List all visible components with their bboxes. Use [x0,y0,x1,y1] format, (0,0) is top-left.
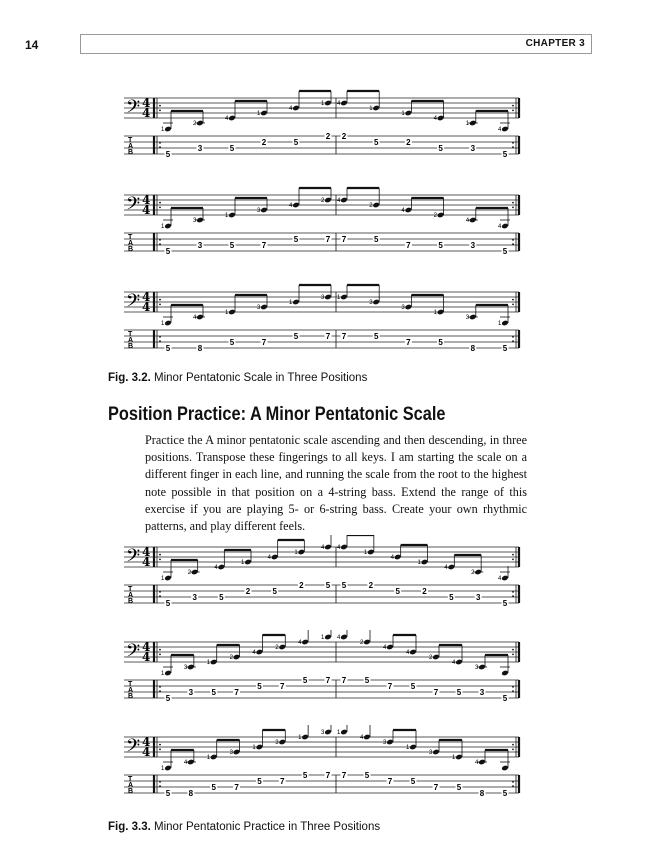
tab-fret-number: 2 [299,581,304,590]
notation-system [122,86,522,166]
finger-number: 4 [289,106,293,112]
finger-number: 3 [275,740,279,746]
finger-number: 1 [294,550,298,556]
finger-number: 4 [401,208,405,214]
finger-number: 3 [229,750,233,756]
finger-number: 2 [471,570,475,576]
finger-number: 2 [321,198,325,204]
tab-fret-number: 5 [165,599,171,608]
repeat-dot [512,649,514,651]
tab-fret-number: 7 [261,241,267,250]
repeat-dot [512,686,514,688]
tab-fret-number: 7 [325,771,331,780]
repeat-dot [159,207,161,209]
finger-number: 1 [225,213,229,219]
tab-fret-number: 2 [368,581,374,590]
finger-number: 1 [417,560,421,566]
tab-fret-number: 2 [261,138,267,147]
notation-system [122,183,522,263]
repeat-dot [159,744,161,746]
time-signature: 4 [142,290,151,304]
staff-svg [122,725,522,805]
finger-number: 1 [363,550,368,556]
repeat-dot [159,554,161,556]
tab-fret-number: 5 [438,241,443,250]
repeat-dot [159,749,161,751]
repeat-dot [512,299,514,301]
tab-fret-number: 5 [410,682,416,691]
body-paragraph: Practice the A minor pentatonic scale ascending and then descending, in three positions. Transpose these fingerings to all keys. I am starting the scale on a different finger in each line, and running the scale from the root to the highest note possible in that position on a 4-string bass. Extend the range of this exercise if you are playing 5- or 6-string bass. Create your own rhythmic patterns, and play different feels. [145,433,527,534]
tab-fret-number: 5 [502,247,508,256]
repeat-dot [512,781,514,783]
time-signature: 4 [142,203,151,217]
tab-fret-number: 5 [165,694,171,703]
tab-fret-number: 5 [373,235,379,244]
finger-number: 1 [161,766,165,772]
tab-fret-number: 5 [257,682,262,691]
tab-fret-number: 5 [211,688,216,697]
finger-number: 1 [337,295,341,301]
running-header [80,34,592,54]
repeat-dot [512,105,514,107]
time-signature: 4 [142,555,151,569]
tab-fret-number: 7 [261,338,267,347]
finger-number: 1 [298,735,302,741]
repeat-dot [512,239,514,241]
tab-label: B [128,343,134,350]
tab-label: B [128,149,134,156]
finger-number: 1 [337,730,341,736]
repeat-dot [159,686,161,688]
tab-label: A [128,782,134,789]
finger-number: 1 [206,660,211,666]
figure-label: Fig. 3.3. [108,821,151,833]
bass-clef-icon: 𝄢 [126,97,141,122]
repeat-dot [159,202,161,204]
tab-fret-number: 5 [438,144,443,153]
staff-svg [122,86,522,166]
tab-fret-number: 5 [502,694,508,703]
repeat-dot [159,340,161,342]
finger-number: 3 [193,218,197,224]
repeat-dot [512,142,514,144]
tab-fret-number: 5 [364,771,370,780]
tab-fret-number: 5 [373,138,379,147]
tab-fret-number: 5 [302,771,308,780]
tab-fret-number: 3 [479,688,485,697]
repeat-dot [159,105,161,107]
finger-number: 2 [360,640,364,646]
tab-fret-number: 2 [245,587,251,596]
tab-fret-number: 7 [433,783,439,792]
bass-clef-icon: 𝄢 [126,736,141,761]
figure-caption [108,821,380,833]
time-signature: 4 [142,640,151,654]
figure-caption-text: Minor Pentatonic Scale in Three Positions [154,372,368,384]
tab-fret-number: 5 [165,789,171,798]
finger-number: 4 [214,565,218,571]
tab-fret-number: 5 [229,144,235,153]
tab-fret-number: 3 [470,241,476,250]
tab-fret-number: 8 [188,789,194,798]
finger-number: 1 [289,300,293,306]
finger-number: 2 [275,645,279,651]
finger-number: 3 [321,295,325,301]
finger-number: 4 [183,760,188,766]
finger-number: 1 [321,101,325,107]
repeat-dot [159,110,161,112]
tab-fret-number: 5 [456,688,462,697]
tab-fret-number: 8 [470,344,476,353]
tab-fret-number: 2 [341,132,347,141]
finger-number: 1 [161,576,165,582]
finger-number: 1 [498,321,502,327]
finger-number: 2 [429,655,433,661]
tab-fret-number: 7 [341,235,347,244]
tab-fret-number: 5 [165,150,171,159]
finger-number: 4 [337,101,341,107]
repeat-dot [159,690,161,692]
repeat-dot [159,146,161,148]
repeat-dot [512,785,514,787]
finger-number: 4 [498,127,502,133]
time-signature: 4 [142,650,151,664]
chapter-label: CHAPTER 3 [525,38,585,49]
finger-number: 4 [321,545,325,551]
repeat-dot [159,304,161,306]
tab-fret-number: 7 [387,777,393,786]
repeat-dot [512,554,514,556]
tab-fret-number: 8 [197,344,203,353]
finger-number: 4 [498,224,502,230]
repeat-dot [159,243,161,245]
notation-system [122,280,522,360]
finger-number: 4 [390,555,395,561]
tab-fret-number: 7 [325,676,331,685]
finger-number: 4 [225,116,229,122]
time-signature: 4 [142,96,151,110]
finger-number: 3 [475,665,479,671]
finger-number: 1 [406,745,410,751]
finger-number: 2 [433,213,437,219]
tab-fret-number: 5 [219,593,224,602]
tab-fret-number: 7 [280,682,285,691]
tab-label: T [128,681,133,688]
finger-number: 4 [406,650,410,656]
time-signature: 4 [142,193,151,207]
finger-number: 4 [433,116,437,122]
tab-fret-number: 7 [341,676,347,685]
tab-fret-number: 5 [229,338,235,347]
repeat-dot [512,749,514,751]
repeat-dot [512,336,514,338]
tab-fret-number: 2 [406,138,411,147]
tab-fret-number: 5 [364,676,370,685]
tab-fret-number: 5 [272,587,277,596]
finger-number: 3 [383,740,387,746]
finger-number: 1 [369,106,373,112]
finger-number: 3 [429,750,433,756]
tab-fret-number: 5 [502,789,508,798]
tab-label: A [128,143,134,150]
finger-number: 1 [433,310,437,316]
finger-number: 4 [289,203,293,209]
repeat-dot [512,243,514,245]
tab-fret-number: 5 [302,676,308,685]
time-signature: 4 [142,300,151,314]
section-heading: Position Practice: A Minor Pentatonic Scale [108,404,446,425]
finger-number: 1 [257,111,261,117]
tab-label: A [128,687,134,694]
finger-number: 4 [475,760,479,766]
finger-number: 3 [465,315,470,321]
bass-clef-icon: 𝄢 [126,194,141,219]
figure-caption [108,372,367,384]
tab-label: T [128,586,133,593]
repeat-dot [512,146,514,148]
tab-fret-number: 7 [406,338,411,347]
repeat-dot [512,591,514,593]
finger-number: 2 [229,655,233,661]
tab-fret-number: 2 [422,587,427,596]
finger-number: 4 [337,198,341,204]
tab-label: T [128,234,133,241]
tab-fret-number: 8 [479,789,485,798]
staff-svg [122,630,522,710]
staff-svg [122,535,522,615]
time-signature: 4 [142,745,151,759]
finger-number: 1 [161,224,165,230]
tab-label: B [128,246,134,253]
repeat-dot [512,110,514,112]
finger-number: 4 [360,735,364,741]
repeat-dot [159,654,161,656]
tab-fret-number: 5 [456,783,462,792]
repeat-dot [159,559,161,561]
figure-caption-text: Minor Pentatonic Practice in Three Positions [154,821,381,833]
finger-number: 4 [444,565,448,571]
notation-system [122,725,522,805]
tab-fret-number: 3 [470,144,476,153]
tab-fret-number: 7 [234,783,239,792]
finger-number: 1 [401,111,405,117]
finger-number: 3 [369,300,373,306]
finger-number: 4 [252,650,256,656]
tab-fret-number: 7 [387,682,393,691]
tab-fret-number: 5 [229,241,235,250]
tab-fret-number: 5 [165,344,171,353]
page-number: 14 [25,38,39,52]
tab-fret-number: 5 [257,777,262,786]
repeat-dot [159,595,161,597]
tab-fret-number: 7 [325,235,331,244]
finger-number: 1 [161,127,165,133]
repeat-dot [512,690,514,692]
finger-number: 3 [257,208,261,214]
tab-label: T [128,776,133,783]
finger-number: 4 [337,635,341,641]
tab-fret-number: 5 [293,332,299,341]
finger-number: 2 [369,203,373,209]
finger-number: 4 [452,660,456,666]
tab-fret-number: 2 [325,132,331,141]
finger-number: 1 [161,671,165,677]
finger-number: 4 [267,555,272,561]
finger-number: 4 [337,545,341,551]
tab-fret-number: 7 [234,688,239,697]
tab-fret-number: 3 [188,688,194,697]
notation-system [122,535,522,615]
tab-fret-number: 5 [211,783,216,792]
staff-svg [122,183,522,263]
repeat-dot [159,649,161,651]
repeat-dot [512,559,514,561]
finger-number: 3 [257,305,261,311]
finger-number: 1 [452,755,456,761]
tab-fret-number: 5 [373,332,379,341]
tab-fret-number: 5 [341,581,347,590]
tab-fret-number: 7 [341,332,347,341]
tab-fret-number: 5 [438,338,443,347]
tab-label: B [128,788,134,795]
tab-fret-number: 5 [502,599,508,608]
repeat-dot [159,142,161,144]
tab-label: T [128,137,133,144]
repeat-dot [159,591,161,593]
bass-clef-icon: 𝄢 [126,546,141,571]
finger-number: 4 [498,576,502,582]
figure-label: Fig. 3.2. [108,372,151,384]
tab-fret-number: 3 [197,144,203,153]
repeat-dot [512,595,514,597]
tab-fret-number: 5 [165,247,171,256]
finger-number: 1 [241,560,245,566]
tab-fret-number: 3 [197,241,203,250]
tab-label: B [128,598,134,605]
finger-number: 1 [225,310,229,316]
finger-number: 3 [401,305,405,311]
finger-number: 3 [183,665,188,671]
repeat-dot [159,239,161,241]
finger-number: 4 [193,315,197,321]
repeat-dot [512,202,514,204]
tab-fret-number: 5 [293,235,299,244]
tab-label: A [128,337,134,344]
bass-clef-icon: 𝄢 [126,641,141,666]
tab-label: A [128,592,134,599]
finger-number: 1 [252,745,256,751]
tab-fret-number: 7 [433,688,439,697]
finger-number: 1 [465,121,470,127]
repeat-dot [159,785,161,787]
time-signature: 4 [142,735,151,749]
finger-number: 4 [383,645,387,651]
finger-number: 4 [465,218,470,224]
tab-fret-number: 5 [502,344,508,353]
tab-fret-number: 7 [280,777,285,786]
tab-label: B [128,693,134,700]
tab-fret-number: 5 [325,581,331,590]
tab-fret-number: 3 [475,593,481,602]
notation-system [122,630,522,710]
finger-number: 2 [187,570,192,576]
finger-number: 1 [161,321,165,327]
staff-svg [122,280,522,360]
tab-fret-number: 7 [325,332,331,341]
repeat-dot [159,336,161,338]
tab-fret-number: 5 [293,138,299,147]
repeat-dot [512,744,514,746]
repeat-dot [159,299,161,301]
finger-number: 2 [193,121,197,127]
tab-fret-number: 7 [406,241,411,250]
tab-label: T [128,331,133,338]
repeat-dot [159,781,161,783]
bass-clef-icon: 𝄢 [126,291,141,316]
tab-fret-number: 5 [502,150,508,159]
repeat-dot [512,340,514,342]
repeat-dot [512,207,514,209]
time-signature: 4 [142,545,151,559]
repeat-dot [512,304,514,306]
finger-number: 4 [298,640,302,646]
tab-fret-number: 5 [449,593,454,602]
finger-number: 1 [206,755,211,761]
tab-fret-number: 5 [395,587,400,596]
finger-number: 3 [321,730,325,736]
tab-label: A [128,240,134,247]
tab-fret-number: 5 [410,777,416,786]
tab-fret-number: 3 [192,593,197,602]
finger-number: 1 [321,635,325,641]
tab-fret-number: 7 [341,771,347,780]
repeat-dot [512,654,514,656]
time-signature: 4 [142,106,151,120]
